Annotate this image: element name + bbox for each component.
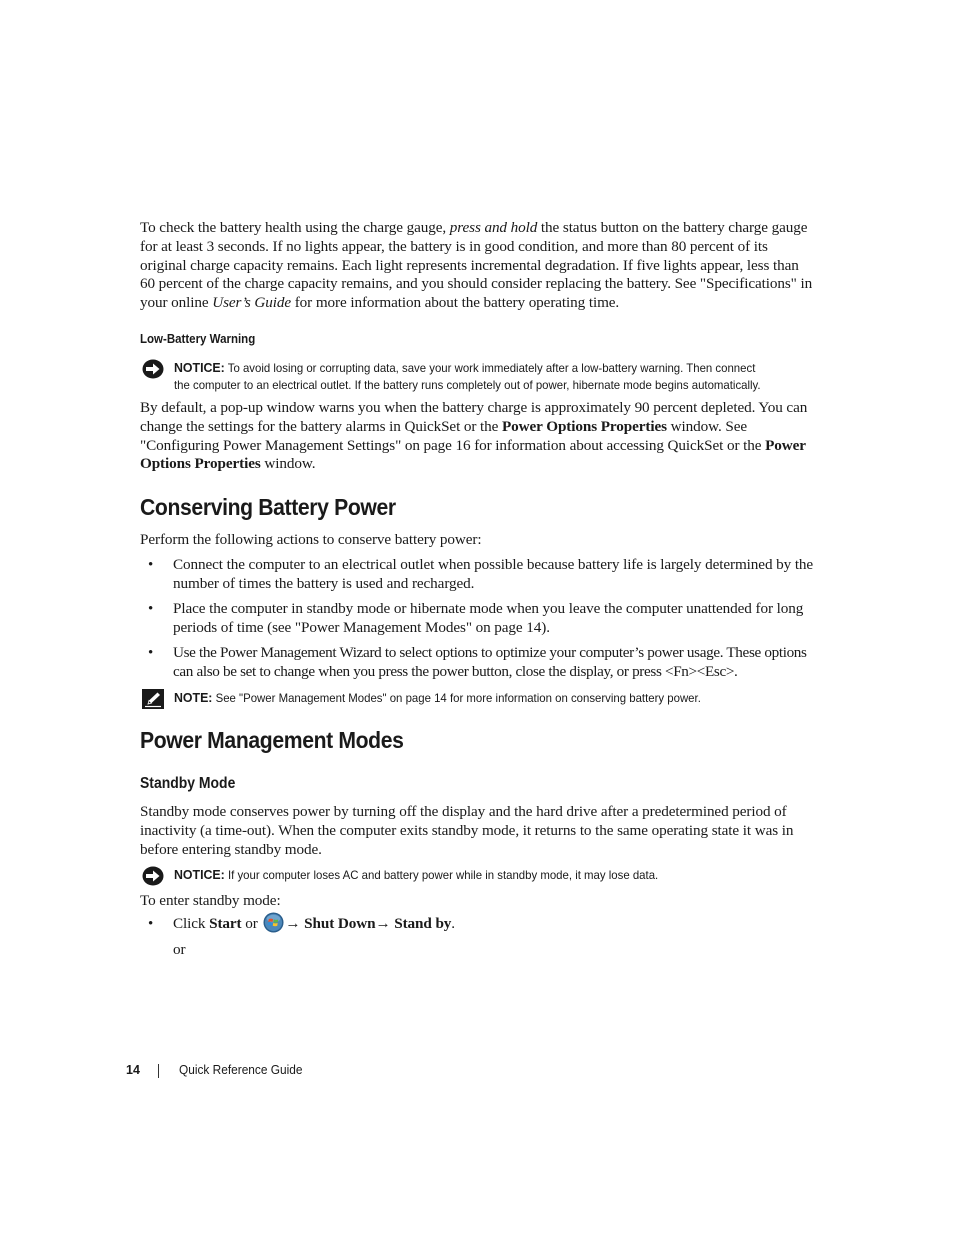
windows-start-icon — [263, 912, 284, 933]
notice-label: NOTICE: — [174, 867, 225, 882]
standby-paragraph — [140, 803, 814, 859]
bullet-glyph: • — [148, 916, 154, 932]
intro-text-1: To check the battery health using the charge gauge, — [140, 219, 450, 236]
notice-text — [174, 359, 788, 394]
popup-text-e: window. — [260, 455, 316, 473]
step-click: Click — [173, 915, 210, 932]
power-modes-heading: Power Management Modes — [140, 727, 404, 753]
enter-standby-text: To enter standby mode: — [140, 892, 281, 909]
step-period: . — [451, 915, 455, 932]
intro-text-3: for more information about the battery operating time. — [291, 294, 620, 312]
note-text — [174, 689, 788, 707]
step-or: or — [241, 915, 262, 932]
notice-line-2: the computer to an electrical outlet. If the battery runs completely out of power, hibernate mode begins automatically. — [174, 378, 761, 392]
notice-body: If your computer loses AC and battery power while in standby mode, it may lose data. — [224, 868, 659, 882]
conserving-note — [140, 689, 820, 711]
footer-title: Quick Reference Guide — [179, 1063, 303, 1077]
notice-arrow-icon — [142, 359, 164, 379]
standby-notice-text — [174, 866, 788, 884]
enter-standby-line — [140, 892, 814, 911]
bullet-glyph: • — [148, 601, 154, 617]
note-body: See "Power Management Modes" on page 14 for more information on conserving battery power. — [212, 691, 701, 705]
intro-italic-2: User’s Guide — [212, 294, 292, 312]
notice-line-1: To avoid losing or corrupting data, save your work immediately after a low-battery warning. Then connect — [224, 361, 756, 375]
bullet-glyph: • — [148, 557, 154, 573]
popup-text-c: window. See "Configuring Power Management Settings" on page 16 for information about accessing QuickSet or the — [140, 417, 766, 454]
standby-paragraph-text: Standby mode conserves power by turning off the display and the hard drive after a predetermined period of inactivity (a time-out). When the computer exits standby mode, it returns to the same operating state it was in before entering standby mode. — [140, 803, 794, 858]
arrow-2: → — [375, 915, 395, 932]
start-label: Start — [209, 915, 242, 932]
popup-bold-b: Power Options Properties — [502, 417, 667, 435]
list-item-text: Place the computer in standby mode or hibernate mode when you leave the computer unattended for long periods of time (see "Power Management Modes" on page 14). — [173, 600, 804, 636]
standby-step — [173, 915, 814, 934]
popup-warning-paragraph — [140, 399, 814, 474]
low-battery-heading: Low-Battery Warning — [140, 332, 256, 346]
footer-divider — [158, 1064, 159, 1078]
conserving-heading: Conserving Battery Power — [140, 494, 396, 520]
list-item-text: Connect the computer to an electrical outlet when possible because battery life is largely determined by the number of times the battery is used and recharged. — [173, 556, 814, 592]
conserving-intro — [140, 531, 814, 550]
intro-text-2: the status button on the battery charge gauge for at least 3 seconds. If no lights appear, the battery is in good condition, and more than 80 percent of its original charge capacity remains. Each light represents incremental degradation. If five lights appear, less than 60 percent of the charge capacity remains, and you should consider replacing the battery. See "Specifications" in your online — [140, 219, 813, 312]
standby-heading: Standby Mode — [140, 775, 236, 792]
arrow-1: → — [285, 915, 305, 932]
standby-notice — [140, 866, 820, 888]
stand-by-label: Stand by — [394, 915, 452, 932]
note-label: NOTE: — [174, 690, 213, 705]
notice-label: NOTICE: — [174, 360, 225, 375]
conserving-intro-text: Perform the following actions to conserve battery power: — [140, 531, 482, 548]
low-battery-notice — [140, 359, 820, 395]
bullet-glyph: • — [148, 645, 154, 661]
battery-health-paragraph — [140, 219, 814, 313]
list-item-text: Use the Power Management Wizard to select options to optimize your computer’s power usage. These options can also be set to change when you press the power button, close the display, or press <Fn><Esc>. — [173, 644, 807, 680]
popup-bold-d: Power Options Properties — [140, 436, 806, 473]
popup-text-a: By default, a pop-up window warns you when the battery charge is approximately 90 percent depleted. You can change the settings for the battery alarms in QuickSet or the — [140, 399, 808, 435]
page-number: 14 — [126, 1063, 140, 1077]
notice-arrow-icon — [142, 866, 164, 886]
or-text: or — [173, 941, 186, 958]
intro-italic-1: press and hold — [449, 219, 538, 236]
or-line — [173, 941, 273, 960]
note-pencil-icon — [142, 689, 164, 709]
shut-down-label: Shut Down — [304, 915, 376, 932]
